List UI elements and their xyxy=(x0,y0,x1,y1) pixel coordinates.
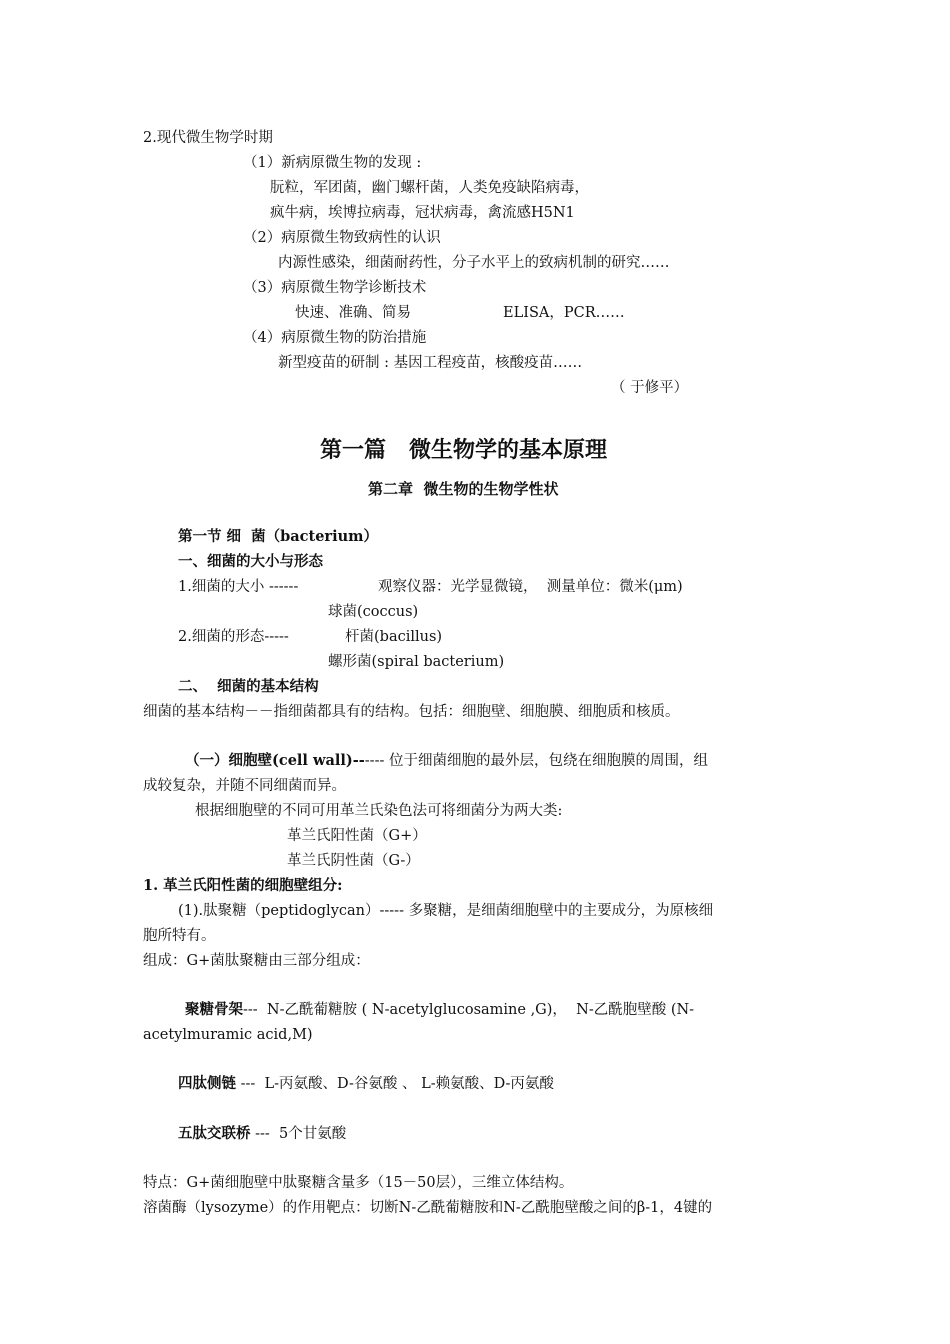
peptidoglycan-line-1: (1).肽聚糖（peptidoglycan）----- 多聚糖，是细菌细胞壁中的主要成分，为原核细 xyxy=(178,903,714,919)
shape-label: 2.细菌的形态----- xyxy=(178,629,289,645)
tetrapeptide-text: --- L-丙氨酸、D-谷氨酸 、 L-赖氨酸、D-丙氨酸 xyxy=(236,1076,554,1092)
history-item-4-title: （4）病原微生物的防治措施 xyxy=(243,330,427,346)
history-item-3-line-2: ELISA，PCR…… xyxy=(503,305,625,321)
shape-coccus: 球菌(coccus) xyxy=(328,604,419,620)
size-label: 1.细菌的大小 ------ xyxy=(178,579,299,595)
backbone-text-2: acetylmuramic acid,M) xyxy=(143,1027,313,1043)
author-credit: （ 于修平） xyxy=(611,380,689,396)
history-item-2-line-1: 内源性感染，细菌耐药性，分子水平上的致病机制的研究…… xyxy=(278,255,670,271)
feature-text: 特点：G+菌细胞壁中肽聚糖含量多（15－50层），三维立体结构。 xyxy=(143,1175,574,1191)
gram-positive-wall-title: 1. 革兰氏阳性菌的细胞壁组分: xyxy=(143,877,343,894)
chapter-title: 第二章 微生物的生物学性状 xyxy=(368,480,559,498)
gram-intro: 根据细胞壁的不同可用革兰氏染色法可将细菌分为两大类: xyxy=(195,803,563,819)
basic-structure-text: 细菌的基本结构－－指细菌都具有的结构。包括：细胞壁、细胞膜、细胞质和核质。 xyxy=(143,704,680,720)
history-item-1-title: （1）新病原微生物的发现 : xyxy=(243,155,422,171)
part-title: 第一篇 微生物学的基本原理 xyxy=(320,437,607,463)
history-heading: 2.现代微生物学时期 xyxy=(143,130,273,146)
backbone-text-1: --- N-乙酰葡糖胺 ( N-acetylglucosamine ,G)， N-乙酰胞壁酸 (N- xyxy=(243,1002,695,1018)
pentapeptide-label: 五肽交联桥 xyxy=(178,1125,251,1142)
history-item-4-line-1: 新型疫苗的研制 : 基因工程疫苗，核酸疫苗…… xyxy=(278,355,583,371)
cell-wall-text-1: ---- 位于细菌细胞的最外层，包绕在细胞膜的周围，组 xyxy=(364,753,708,769)
lysozyme-text: 溶菌酶（lysozyme）的作用靶点：切断N-乙酰葡糖胺和N-乙酰胞壁酸之间的β-1，4键的 xyxy=(143,1200,713,1216)
subsection-size-shape: 一、细菌的大小与形态 xyxy=(178,553,323,570)
cell-wall-text-2: 成较复杂，并随不同细菌而异。 xyxy=(143,778,346,794)
size-text: 观察仪器：光学显微镜， 测量单位：微米(μm) xyxy=(378,579,683,595)
history-item-3-line-1: 快速、准确、简易 xyxy=(295,305,411,321)
section-title: 第一节 细 菌（bacterium） xyxy=(178,528,378,545)
composition-text: 组成：G+菌肽聚糖由三部分组成： xyxy=(143,953,370,969)
peptidoglycan-line-2: 胞所特有。 xyxy=(143,928,216,944)
pentapeptide-paragraph xyxy=(178,1124,346,1144)
gram-positive: 革兰氏阳性菌（G+） xyxy=(287,828,427,844)
cell-wall-paragraph xyxy=(185,751,708,771)
tetrapeptide-paragraph xyxy=(178,1074,554,1094)
history-item-1-line-2: 疯牛病，埃博拉病毒，冠状病毒，禽流感H5N1 xyxy=(270,205,575,221)
shape-spiral: 螺形菌(spiral bacterium) xyxy=(328,654,505,670)
history-item-3-title: （3）病原微生物学诊断技术 xyxy=(243,280,427,296)
gram-negative: 革兰氏阴性菌（G-） xyxy=(287,853,420,869)
backbone-label: 聚糖骨架 xyxy=(185,1001,243,1018)
history-item-2-title: （2）病原微生物致病性的认识 xyxy=(243,230,441,246)
backbone-paragraph xyxy=(185,1000,694,1020)
tetrapeptide-label: 四肽侧链 xyxy=(178,1075,236,1092)
history-item-1-line-1: 朊粒，军团菌，幽门螺杆菌，人类免疫缺陷病毒， xyxy=(270,180,589,196)
pentapeptide-text: --- 5个甘氨酸 xyxy=(250,1126,347,1142)
cell-wall-title: （一）细胞壁(cell wall)-- xyxy=(185,752,365,769)
shape-bacillus: 杆菌(bacillus) xyxy=(345,629,443,645)
subsection-basic-structure: 二、 细菌的基本结构 xyxy=(178,678,319,695)
